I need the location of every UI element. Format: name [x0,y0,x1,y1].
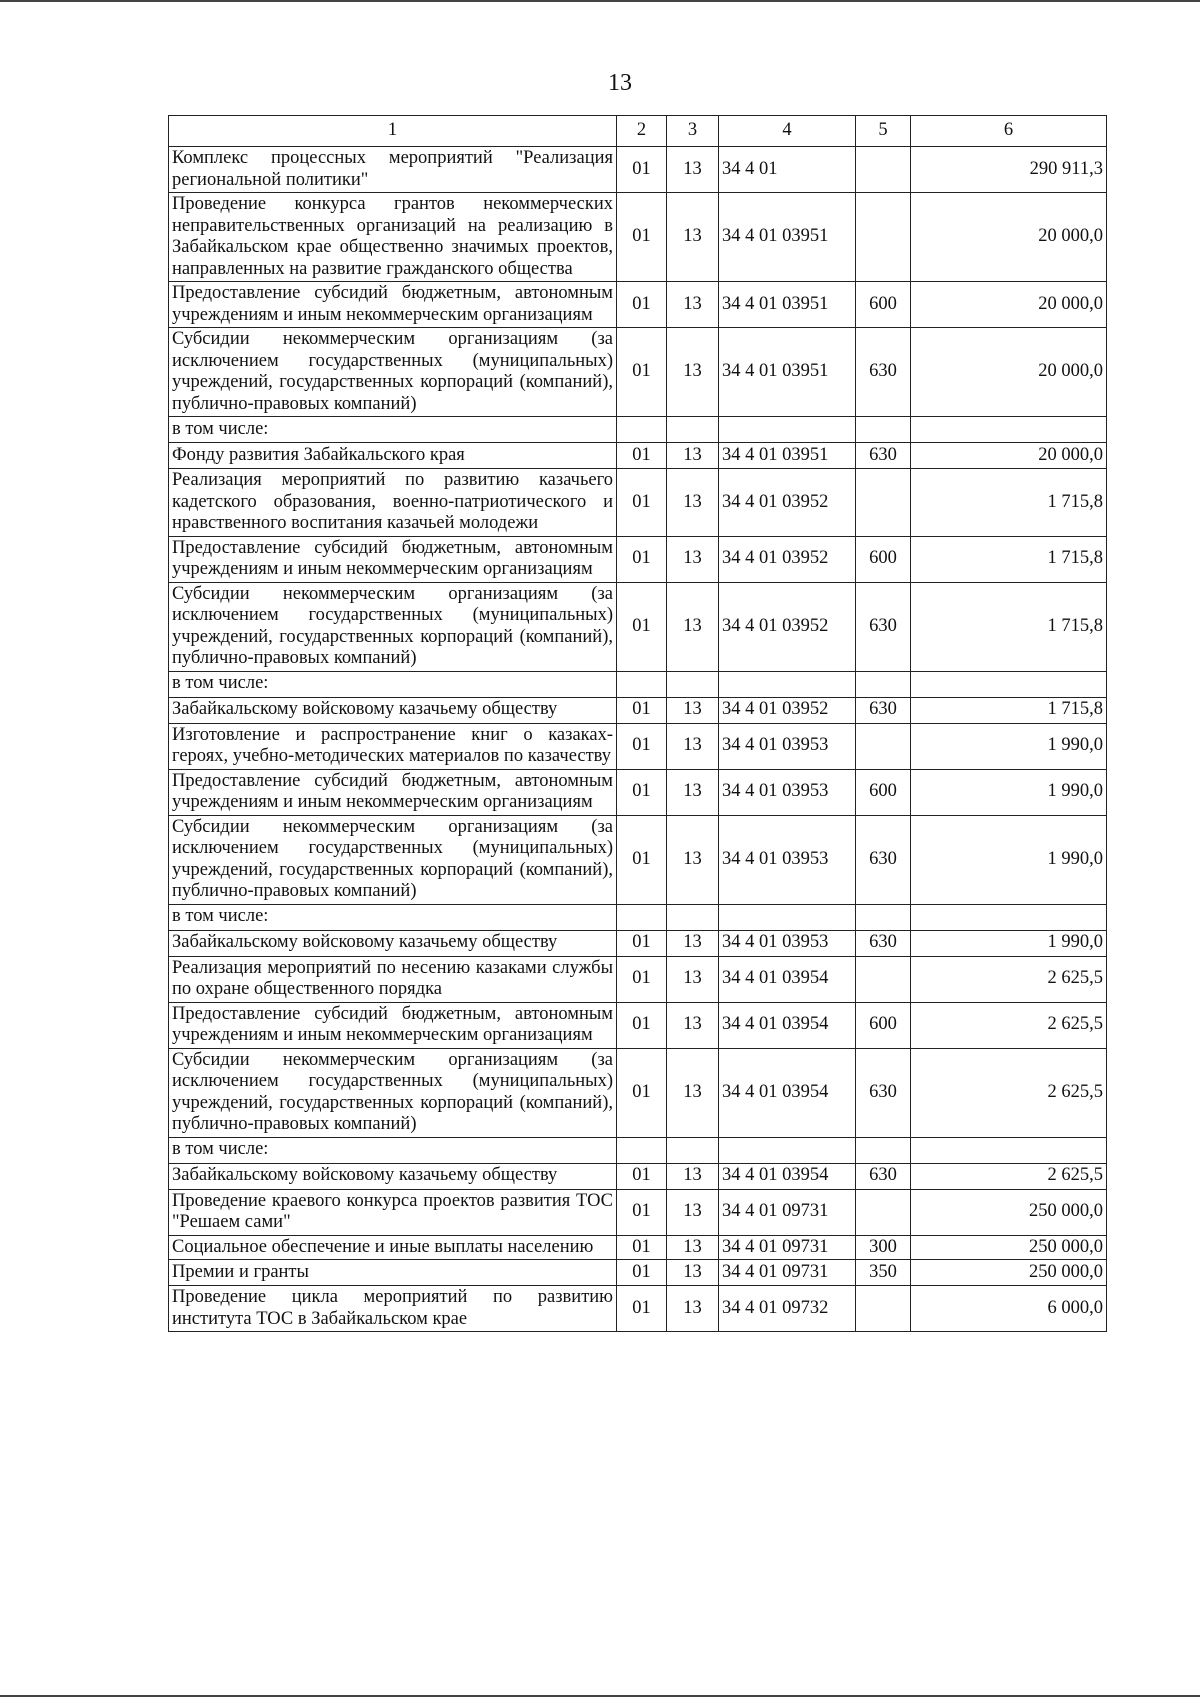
row-subsection: 13 [667,1048,719,1137]
row-section [617,417,667,443]
row-expense-type [856,469,911,537]
row-name: Предоставление субсидий бюджетным, автономным учреждениям и иным некоммерческим организациям [169,536,617,582]
row-amount: 250 000,0 [911,1235,1107,1260]
row-amount: 20 000,0 [911,282,1107,328]
row-section: 01 [617,1163,667,1189]
table-row [169,1002,1107,1048]
table-row [169,328,1107,417]
row-amount: 2 625,5 [911,1163,1107,1189]
row-target-code: 34 4 01 03952 [719,697,856,723]
header-col-5: 5 [856,116,911,147]
row-target-code: 34 4 01 09731 [719,1189,856,1235]
row-amount: 250 000,0 [911,1260,1107,1286]
row-section: 01 [617,769,667,815]
row-amount: 1 715,8 [911,536,1107,582]
row-name: Фонду развития Забайкальского края [169,443,617,469]
row-section [617,904,667,930]
row-target-code: 34 4 01 03954 [719,956,856,1002]
row-target-code: 34 4 01 09732 [719,1286,856,1332]
row-subsection [667,417,719,443]
row-amount: 2 625,5 [911,956,1107,1002]
row-amount: 250 000,0 [911,1189,1107,1235]
row-section: 01 [617,469,667,537]
row-expense-type [856,956,911,1002]
row-target-code: 34 4 01 03952 [719,536,856,582]
table-row [169,147,1107,193]
row-subsection [667,1137,719,1163]
table-row [169,443,1107,469]
row-amount: 1 990,0 [911,769,1107,815]
table-row [169,193,1107,282]
row-name: Проведение конкурса грантов некоммерческих неправительственных организаций на реализацию в Забайкальском крае общественно значимых проектов, направленных на развитие гражданского общества [169,193,617,282]
row-section: 01 [617,1260,667,1286]
row-expense-type [856,1189,911,1235]
table-row [169,469,1107,537]
row-target-code [719,417,856,443]
page-number: 13 [608,70,632,96]
row-section: 01 [617,723,667,769]
row-name: Субсидии некоммерческим организациям (за исключением государственных (муниципальных) учреждений, государственных корпораций (компаний), публично-правовых компаний) [169,328,617,417]
row-amount: 20 000,0 [911,328,1107,417]
row-subsection: 13 [667,1235,719,1260]
header-col-6: 6 [911,116,1107,147]
table-row [169,1235,1107,1260]
row-subsection: 13 [667,1002,719,1048]
row-expense-type: 630 [856,443,911,469]
table-row [169,282,1107,328]
table-row [169,723,1107,769]
row-target-code: 34 4 01 03954 [719,1048,856,1137]
row-name: Субсидии некоммерческим организациям (за исключением государственных (муниципальных) учреждений, государственных корпораций (компаний), публично-правовых компаний) [169,1048,617,1137]
row-section: 01 [617,697,667,723]
row-subsection: 13 [667,1260,719,1286]
row-subsection: 13 [667,930,719,956]
row-section: 01 [617,1048,667,1137]
row-expense-type: 600 [856,1002,911,1048]
row-subsection: 13 [667,582,719,671]
row-section: 01 [617,1235,667,1260]
row-subsection: 13 [667,536,719,582]
row-target-code: 34 4 01 03954 [719,1163,856,1189]
table-row [169,697,1107,723]
row-expense-type: 630 [856,697,911,723]
row-section: 01 [617,1286,667,1332]
row-target-code: 34 4 01 03951 [719,282,856,328]
row-name: Предоставление субсидий бюджетным, автономным учреждениям и иным некоммерческим организациям [169,769,617,815]
row-subsection: 13 [667,1286,719,1332]
row-target-code [719,671,856,697]
scan-bottom-edge [0,1695,1200,1697]
row-amount: 1 715,8 [911,697,1107,723]
row-name: Предоставление субсидий бюджетным, автономным учреждениям и иным некоммерческим организациям [169,1002,617,1048]
row-section: 01 [617,956,667,1002]
row-expense-type: 630 [856,930,911,956]
row-expense-type: 630 [856,1163,911,1189]
table-row [169,769,1107,815]
row-subsection: 13 [667,193,719,282]
row-amount: 1 990,0 [911,930,1107,956]
row-expense-type [856,904,911,930]
row-subsection: 13 [667,815,719,904]
row-target-code: 34 4 01 09731 [719,1235,856,1260]
row-section: 01 [617,930,667,956]
row-expense-type [856,193,911,282]
table-row [169,582,1107,671]
row-subsection: 13 [667,443,719,469]
row-section: 01 [617,1189,667,1235]
row-expense-type: 600 [856,769,911,815]
row-amount: 2 625,5 [911,1048,1107,1137]
scan-top-edge [0,0,1200,2]
budget-table [168,115,1107,1332]
row-expense-type [856,723,911,769]
row-name: Изготовление и распространение книг о казаках-героях, учебно-методических материалов по казачеству [169,723,617,769]
row-amount: 6 000,0 [911,1286,1107,1332]
table-row [169,536,1107,582]
row-name: Предоставление субсидий бюджетным, автономным учреждениям и иным некоммерческим организациям [169,282,617,328]
table-row [169,930,1107,956]
row-expense-type: 630 [856,328,911,417]
row-expense-type: 600 [856,536,911,582]
row-amount [911,904,1107,930]
row-expense-type [856,417,911,443]
row-section: 01 [617,582,667,671]
row-name: Забайкальскому войсковому казачьему обществу [169,697,617,723]
table-row [169,1260,1107,1286]
table-row [169,417,1107,443]
row-section: 01 [617,328,667,417]
row-amount: 1 715,8 [911,582,1107,671]
row-target-code: 34 4 01 09731 [719,1260,856,1286]
row-subsection: 13 [667,282,719,328]
row-target-code: 34 4 01 03953 [719,930,856,956]
row-expense-type [856,1137,911,1163]
row-name: Забайкальскому войсковому казачьему обществу [169,1163,617,1189]
row-subsection: 13 [667,769,719,815]
row-subsection: 13 [667,147,719,193]
row-name: Забайкальскому войсковому казачьему обществу [169,930,617,956]
row-subsection: 13 [667,328,719,417]
row-subsection: 13 [667,956,719,1002]
row-name: Проведение цикла мероприятий по развитию института ТОС в Забайкальском крае [169,1286,617,1332]
row-amount [911,1137,1107,1163]
row-section: 01 [617,147,667,193]
row-target-code: 34 4 01 03951 [719,193,856,282]
row-name: Реализация мероприятий по несению казаками службы по охране общественного порядка [169,956,617,1002]
header-col-4: 4 [719,116,856,147]
row-section [617,1137,667,1163]
row-expense-type: 630 [856,582,911,671]
row-name: Субсидии некоммерческим организациям (за исключением государственных (муниципальных) учреждений, государственных корпораций (компаний), публично-правовых компаний) [169,582,617,671]
row-expense-type: 600 [856,282,911,328]
row-amount: 1 990,0 [911,815,1107,904]
row-name: Реализация мероприятий по развитию казачьего кадетского образования, военно-патриотического и нравственного воспитания казачьей молодежи [169,469,617,537]
row-subsection: 13 [667,697,719,723]
row-target-code: 34 4 01 03952 [719,469,856,537]
row-target-code: 34 4 01 [719,147,856,193]
row-target-code [719,1137,856,1163]
header-col-3: 3 [667,116,719,147]
header-col-1: 1 [169,116,617,147]
table-row [169,1286,1107,1332]
row-target-code: 34 4 01 03954 [719,1002,856,1048]
row-section: 01 [617,282,667,328]
row-expense-type: 630 [856,1048,911,1137]
row-name: Субсидии некоммерческим организациям (за исключением государственных (муниципальных) учреждений, государственных корпораций (компаний), публично-правовых компаний) [169,815,617,904]
row-name: в том числе: [169,417,617,443]
table-row [169,1189,1107,1235]
row-target-code [719,904,856,930]
row-amount: 20 000,0 [911,193,1107,282]
row-name: Социальное обеспечение и иные выплаты населению [169,1235,617,1260]
row-subsection [667,904,719,930]
row-expense-type [856,671,911,697]
row-expense-type: 300 [856,1235,911,1260]
table-body [169,147,1107,1332]
table-row [169,904,1107,930]
row-name: Премии и гранты [169,1260,617,1286]
row-expense-type [856,147,911,193]
row-name: Проведение краевого конкурса проектов развития ТОС "Решаем сами" [169,1189,617,1235]
row-section [617,671,667,697]
row-subsection: 13 [667,723,719,769]
row-target-code: 34 4 01 03953 [719,769,856,815]
table-row [169,671,1107,697]
row-section: 01 [617,1002,667,1048]
row-target-code: 34 4 01 03953 [719,815,856,904]
row-target-code: 34 4 01 03953 [719,723,856,769]
row-amount: 1 990,0 [911,723,1107,769]
row-target-code: 34 4 01 03951 [719,443,856,469]
row-expense-type [856,1286,911,1332]
row-subsection: 13 [667,469,719,537]
row-section: 01 [617,443,667,469]
row-section: 01 [617,815,667,904]
header-col-2: 2 [617,116,667,147]
row-subsection: 13 [667,1189,719,1235]
row-name: в том числе: [169,904,617,930]
row-amount: 2 625,5 [911,1002,1107,1048]
row-amount: 1 715,8 [911,469,1107,537]
table-row [169,1163,1107,1189]
row-section: 01 [617,536,667,582]
row-target-code: 34 4 01 03951 [719,328,856,417]
row-name: в том числе: [169,671,617,697]
table-row [169,815,1107,904]
row-section: 01 [617,193,667,282]
row-amount [911,671,1107,697]
row-name: в том числе: [169,1137,617,1163]
row-target-code: 34 4 01 03952 [719,582,856,671]
table-header-row [169,116,1107,147]
row-subsection [667,671,719,697]
row-expense-type: 350 [856,1260,911,1286]
row-amount: 290 911,3 [911,147,1107,193]
row-name: Комплекс процессных мероприятий "Реализация региональной политики" [169,147,617,193]
row-amount: 20 000,0 [911,443,1107,469]
row-amount [911,417,1107,443]
table-row [169,1137,1107,1163]
table-row [169,1048,1107,1137]
row-subsection: 13 [667,1163,719,1189]
row-expense-type: 630 [856,815,911,904]
table-row [169,956,1107,1002]
